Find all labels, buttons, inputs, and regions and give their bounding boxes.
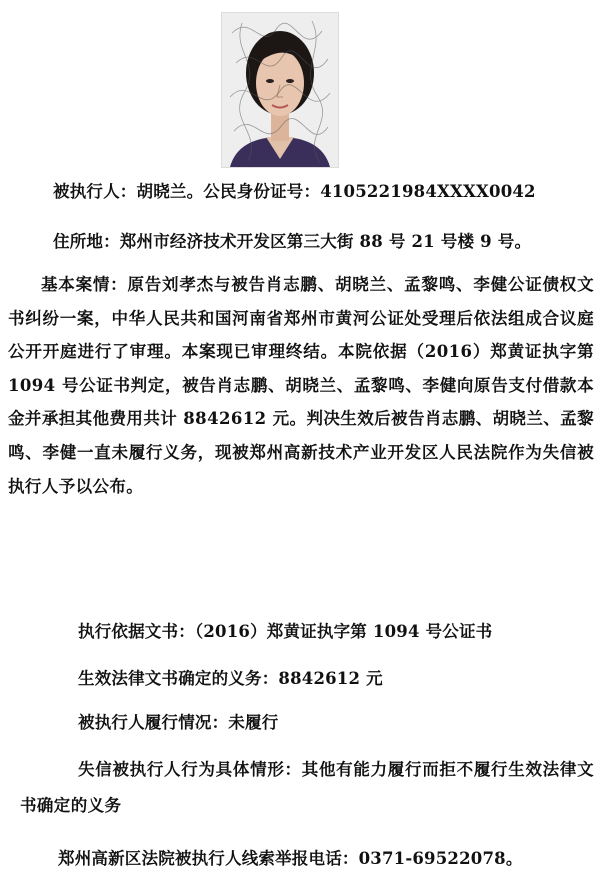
obligation-line: 生效法律文书确定的义务：8842612 元: [78, 669, 383, 688]
dishonest-behavior-paragraph: 失信被执行人行为具体情形：其他有能力履行而拒不履行生效法律文书确定的义务: [20, 760, 594, 815]
report-hotline-line: 郑州高新区法院被执行人线索举报电话：0371-69522078。: [58, 849, 523, 868]
case-summary-paragraph: 基本案情：原告刘孝杰与被告肖志鹏、胡晓兰、孟黎鸣、李健公证债权文书纠纷一案，中华人民共和国河南省郑州市黄河公证处受理后依法组成合议庭公开开庭进行了审理。本案现已审理终结。本院依据（2016）郑黄证执字第 1094 号公证书判定，被告肖志鹏、胡晓兰、孟黎鸣、李健向原告支付借款本金并承担其他费用共计 8842612 元。判决生效后被告肖志鹏、胡晓兰、孟黎鸣、李健一直未履行义务，现被郑州高新技术产业开发区人民法院作为失信被执行人予以公布。: [8, 275, 594, 496]
subject-address-line: 住所地：郑州市经济技术开发区第三大街 88 号 21 号楼 9 号。: [53, 232, 532, 251]
subject-name-id-line: 被执行人：胡晓兰。公民身份证号：4105221984XXXX0042: [53, 182, 536, 201]
basis-document-line: 执行依据文书：（2016）郑黄证执字第 1094 号公证书: [78, 622, 493, 641]
performance-status-line: 被执行人履行情况：未履行: [78, 713, 279, 732]
portrait-photo-icon: [222, 13, 338, 167]
subject-photo: [221, 12, 339, 168]
